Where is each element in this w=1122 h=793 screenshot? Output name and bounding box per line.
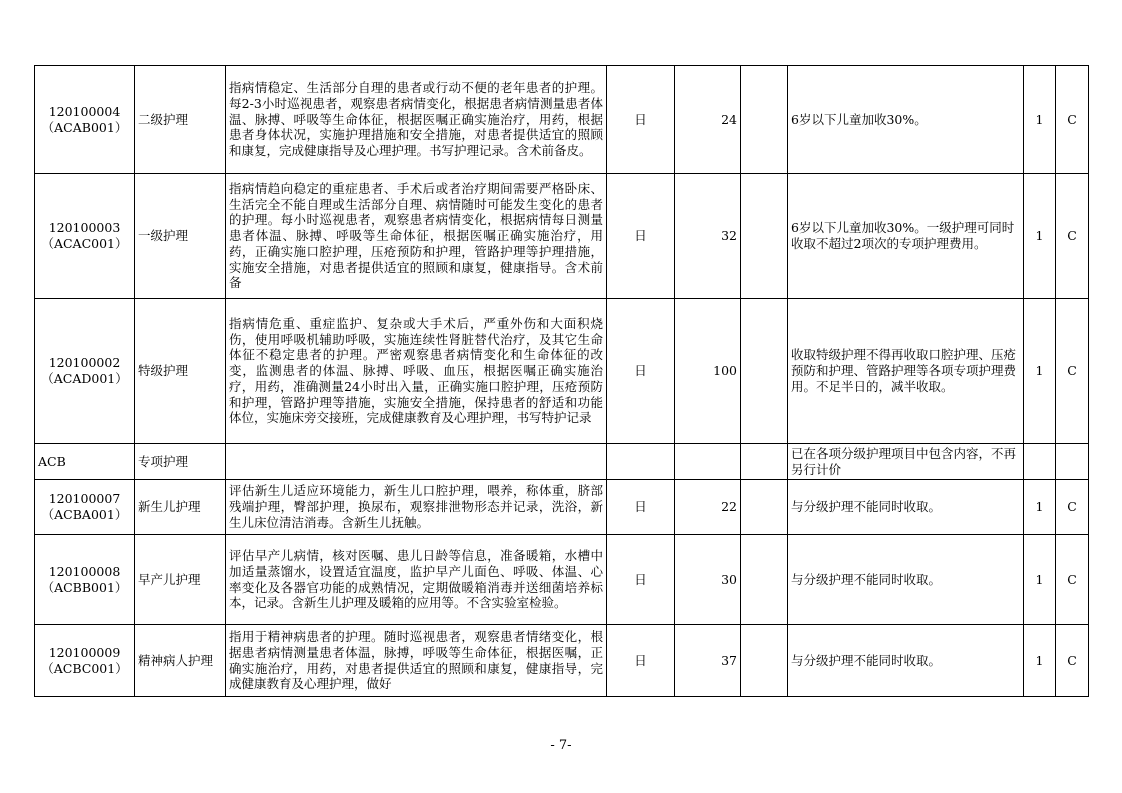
item-description [226,625,607,697]
item-price: 100 [675,299,741,444]
empty-cell [741,299,788,444]
table-row [35,299,1089,444]
item-description [226,535,607,625]
item-unit: 日 [607,625,675,697]
item-code: 120100002 （ACAD001） [35,299,135,444]
item-description-text: 指病情趋向稳定的重症患者、手术后或者治疗期间需要严格卧床、生活完全不能自理或生活部分自理、病情随时可能发生变化的患者的护理。每小时巡视患者，观察患者病情变化，根据病情每日测量患者体温、脉搏、呼吸等生命体征，根据医嘱正确实施治疗，用药，正确实施口腔护理，压疮预防和护理，管路护理等护理措施，实施安全措施，对患者提供适宜的照顾和康复，健康指导。含术前备 [229,181,603,291]
item-description [226,66,607,174]
item-quantity [1024,444,1056,480]
item-code: 120100007 （ACBA001） [35,480,135,535]
item-description [226,299,607,444]
item-description [226,444,607,480]
item-note: 收取特级护理不得再收取口腔护理、压疮预防和护理、管路护理等各项专项护理费用。不足半日的，减半收取。 [788,299,1024,444]
item-description-text: 评估早产儿病情，核对医嘱、患儿日龄等信息，准备暖箱，水槽中加适量蒸馏水，设置适宜温度，监护早产儿面色、呼吸、体温、心率变化及各器官功能的成熟情况，定期做暖箱消毒并送细菌培养标本，记录。含新生儿护理及暖箱的应用等。不含实验室检验。 [229,548,603,611]
item-price: 30 [675,535,741,625]
item-code: 120100008 （ACBB001） [35,535,135,625]
empty-cell [741,174,788,299]
fee-table [34,65,1089,697]
item-class [1056,444,1089,480]
empty-cell [741,480,788,535]
item-quantity: 1 [1024,535,1056,625]
item-class: C [1056,535,1089,625]
item-price: 32 [675,174,741,299]
empty-cell [741,625,788,697]
item-note: 已在各项分级护理项目中包含内容，不再另行计价 [788,444,1024,480]
item-description-text: 指病情危重、重症监护、复杂或大手术后，严重外伤和大面积烧伤，使用呼吸机辅助呼吸，实施连续性肾脏替代治疗，及其它生命体征不稳定患者的护理。严密观察患者病情变化和生命体征的改变，监测患者的体温、脉搏、呼吸、血压，根据医嘱正确实施治疗，用药，准确测量24小时出入量，正确实施口腔护理，压疮预防和护理，管路护理等措施，实施安全措施，保持患者的舒适和功能体位，实施床旁交接班，完成健康教育及心理护理，书写特护记录 [229,316,603,426]
item-quantity: 1 [1024,625,1056,697]
item-code: 120100009 （ACBC001） [35,625,135,697]
item-note: 6岁以下儿童加收30%。一级护理可同时收取不超过2项次的专项护理费用。 [788,174,1024,299]
item-description-text: 指用于精神病患者的护理。随时巡视患者，观察患者情绪变化，根据患者病情测量患者体温，脉搏，呼吸等生命体征，根据医嘱，正确实施治疗，用药，对患者提供适宜的照顾和康复，健康指导，完成健康教育及心理护理，做好 [229,629,603,692]
item-price: 24 [675,66,741,174]
item-price [675,444,741,480]
item-description [226,174,607,299]
item-code: 120100003 （ACAC001） [35,174,135,299]
table-row [35,444,1089,480]
table-row [35,66,1089,174]
item-class: C [1056,174,1089,299]
table-row [35,174,1089,299]
item-code: 120100004 （ACAB001） [35,66,135,174]
empty-cell [741,535,788,625]
page-number: - 7- [550,738,572,753]
table-row [35,535,1089,625]
item-code: ACB [35,444,135,480]
item-unit: 日 [607,66,675,174]
item-name: 一级护理 [135,174,226,299]
item-description-text: 评估新生儿适应环境能力，新生儿口腔护理，喂养，称体重，脐部残端护理，臀部护理，换尿布，观察排泄物形态并记录，洗浴，新生儿床位清洁消毒。含新生儿抚触。 [229,483,603,530]
empty-cell [741,444,788,480]
table-row [35,625,1089,697]
item-unit [607,444,675,480]
item-quantity: 1 [1024,66,1056,174]
item-class: C [1056,480,1089,535]
item-note: 与分级护理不能同时收取。 [788,535,1024,625]
item-name: 二级护理 [135,66,226,174]
item-name: 新生儿护理 [135,480,226,535]
empty-cell [741,66,788,174]
item-name: 特级护理 [135,299,226,444]
item-note: 6岁以下儿童加收30%。 [788,66,1024,174]
table-row [35,480,1089,535]
item-class: C [1056,299,1089,444]
item-unit: 日 [607,535,675,625]
item-description [226,480,607,535]
item-price: 37 [675,625,741,697]
item-description-text: 指病情稳定、生活部分自理的患者或行动不便的老年患者的护理。每2-3小时巡视患者，观察患者病情变化，根据患者病情测量患者体温、脉搏、呼吸等生命体征，根据医嘱正确实施治疗，用药，根据患者身体状况，实施护理措施和安全措施，对患者提供适宜的照顾和康复，完成健康指导及心理护理。书写护理记录。含术前备皮。 [229,80,603,159]
item-price: 22 [675,480,741,535]
item-quantity: 1 [1024,174,1056,299]
item-quantity: 1 [1024,480,1056,535]
item-note: 与分级护理不能同时收取。 [788,625,1024,697]
item-note: 与分级护理不能同时收取。 [788,480,1024,535]
item-class: C [1056,66,1089,174]
item-unit: 日 [607,480,675,535]
item-class: C [1056,625,1089,697]
item-name: 专项护理 [135,444,226,480]
item-name: 早产儿护理 [135,535,226,625]
item-unit: 日 [607,299,675,444]
item-name: 精神病人护理 [135,625,226,697]
item-unit: 日 [607,174,675,299]
item-quantity: 1 [1024,299,1056,444]
